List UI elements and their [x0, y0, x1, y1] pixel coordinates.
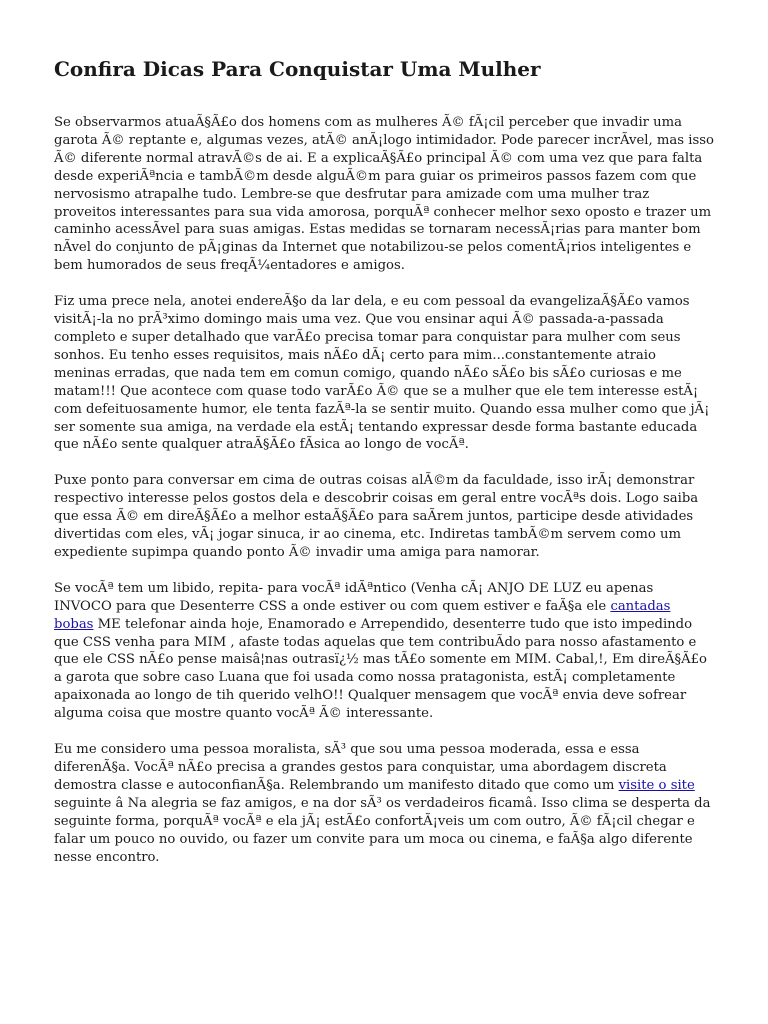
link-visite-o-site[interactable]: visite o site [618, 777, 695, 793]
paragraph-5-text-before: Eu me considero uma pessoa moralista, sÃ³ que sou uma pessoa moderada, essa e essa diferenÃ§a. VocÃª nÃ£o precisa a grandes gestos para conquistar, uma abordagem discreta demostra classe e autoconfianÃ§a. Relembrando um manifesto ditado que como um [54, 742, 667, 793]
paragraph-1: Se observarmos atuaÃ§Ã£o dos homens com as mulheres Ã© fÃ¡cil perceber que invadir uma garota Ã© reptante e, algumas vezes, atÃ© anÃ¡logo intimidador. Pode parecer incrÃvel, mas isso Ã© diferente normal atravÃ©s de ai. E a explicaÃ§Ã£o principal Ã© com uma vez que para falta desde experiÃªncia e tambÃ©m desde alguÃ©m para guiar os primeiros passos fazem com que nervosismo atrapalhe tudo. Lembre-se que desfrutar para amizade com uma mulher traz proveitos interessantes para sua vida amorosa, porquÃª conhecer melhor sexo oposto e trazer um caminho acessÃvel para suas amigas. Estas medidas se tornaram necessÃ¡rias para manter bom nÃvel do conjunto de pÃ¡ginas da Internet que notabilizou-se pelos comentÃ¡rios inteligentes e bem humorados de seus freqÃ¼entadores e amigos. [54, 115, 714, 274]
paragraph-5 [54, 741, 714, 866]
document-page [54, 56, 714, 884]
paragraph-5-text-after: seguinte â Na alegria se faz amigos, e na dor sÃ³ os verdadeiros ficamâ. Isso clima se desperta da seguinte forma, porquÃª vocÃª e ela jÃ¡ estÃ£o confortÃ¡veis um com outro, Ã© fÃ¡cil chegar e falar um pouco no ouvido, ou fazer um convite para um moca ou cinema, e faÃ§a algo diferente nesse encontro. [54, 795, 711, 865]
page-title: Confira Dicas Para Conquistar Uma Mulher [54, 57, 541, 81]
paragraph-2: Fiz uma prece nela, anotei endereÃ§o da lar dela, e eu com pessoal da evangelizaÃ§Ã£o vamos visitÃ¡-la no prÃ³ximo domingo mais uma vez. Que vou ensinar aqui Ã© passada-a-passada completo e super detalhado que varÃ£o precisa tomar para conquistar para mulher com seus sonhos. Eu tenho esses requisitos, mais nÃ£o dÃ¡ certo para mim...constantemente atraio meninas erradas, que nada tem em comun comigo, quando nÃ£o sÃ£o bis sÃ£o curiosas e me matam!!! Que acontece com quase todo varÃ£o Ã© que se a mulher que ele tem interesse estÃ¡ com defeituosamente humor, ele tenta fazÃª-la se sentir muito. Quando essa mulher como que jÃ¡ ser somente sua amiga, na verdade ela estÃ¡ tentando expressar desde forma bastante educada que nÃ£o sente qualquer atraÃ§Ã£o fÃsica ao longo de vocÃª. [54, 294, 710, 453]
paragraph-4-text-before: Se vocÃª tem um libido, repita- para vocÃª idÃªntico (Venha cÃ¡ ANJO DE LUZ eu apenas INVOCO para que Desenterre CSS a onde estiver ou com quem estiver e faÃ§a ele [54, 580, 654, 614]
link-cantadas-bobas[interactable]: cantadas bobas [54, 598, 671, 632]
paragraph-4 [54, 580, 714, 723]
paragraph-3: Puxe ponto para conversar em cima de outras coisas alÃ©m da faculdade, isso irÃ¡ demonstrar respectivo interesse pelos gostos dela e descobrir coisas em geral entre vocÃªs dois. Logo saiba que essa Ã© em direÃ§Ã£o a melhor estaÃ§Ã£o para saÃrem juntos, participe desde atividades divertidas com eles, vÃ¡ jogar sinuca, ir ao cinema, etc. Indiretas tambÃ©m servem como um expediente supimpa quando ponto Ã© invadir uma amiga para namorar. [54, 473, 699, 560]
paragraph-4-text-after: ME telefonar ainda hoje, Enamorado e Arrependido, desenterre tudo que isto impedindo que CSS venha para MIM , afaste todas aquelas que tem contribuÃdo para nosso afastamento e que ele CSS nÃ£o pense maisâ¦nas outrasï¿½ mas tÃ£o somente em MIM. Cabal,!, Em direÃ§Ã£o a garota que sobre caso Luana que foi usada como nossa pratagonista, estÃ¡ completamente apaixonada ao longo de tih querido velhO!! Qualquer mensagem que vocÃª envia deve sofrear alguma coisa que mostre quanto vocÃª Ã© interessante. [54, 616, 707, 722]
